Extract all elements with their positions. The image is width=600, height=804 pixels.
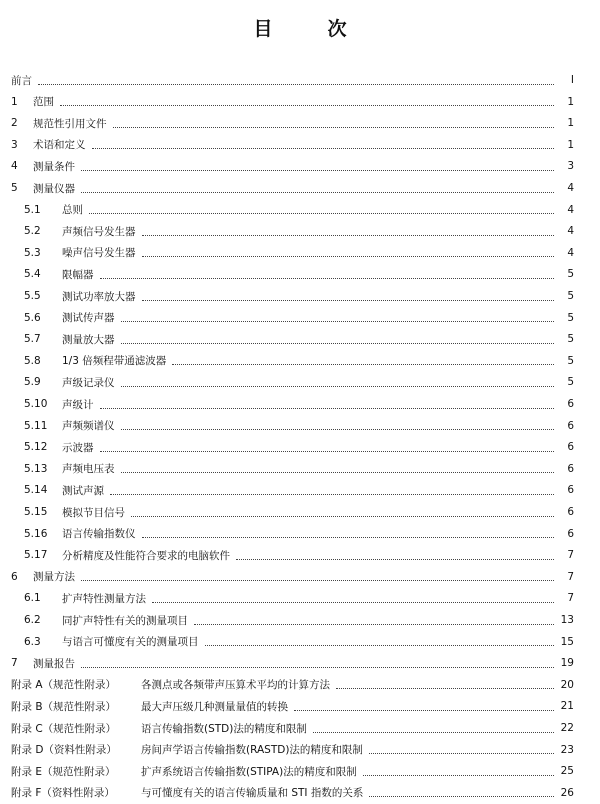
toc-entry-page: 5: [567, 376, 574, 389]
toc-entry-label: 扩声特性测量方法: [62, 592, 146, 605]
dot-leader: [100, 451, 555, 452]
toc-entry[interactable]: [0, 112, 600, 134]
toc-entry-page: 4: [567, 203, 574, 216]
dot-leader: [142, 235, 555, 236]
toc-entry[interactable]: [0, 220, 600, 242]
toc-entry-number: 附录 A（规范性附录）: [11, 679, 117, 692]
toc-entry-page: 6: [567, 506, 574, 518]
toc-entry-number: 5.10: [24, 398, 48, 410]
dot-leader: [121, 321, 555, 322]
dot-leader: [121, 386, 555, 387]
toc-entry[interactable]: [0, 177, 600, 199]
toc-entry[interactable]: [0, 242, 600, 264]
toc-entry[interactable]: [0, 479, 600, 501]
toc-entry-label: 测量仪器: [33, 182, 75, 195]
toc-entry-page: 3: [567, 160, 574, 173]
toc-entry[interactable]: [0, 544, 600, 566]
toc-entry-label: 声频信号发生器: [62, 225, 136, 238]
toc-entry-label: 房间声学语言传输指数(RASTD)法的精度和限制: [141, 744, 363, 757]
toc-entry[interactable]: [0, 199, 600, 221]
toc-entry[interactable]: [0, 609, 600, 631]
toc-entry-page: 23: [560, 743, 574, 756]
dot-leader: [81, 667, 554, 668]
toc-entry-label: 最大声压级几种测量量值的转换: [141, 700, 288, 713]
toc-entry-number: 2: [11, 117, 18, 130]
toc-entry-number: 5.5: [24, 290, 41, 302]
toc-entry[interactable]: [0, 69, 600, 91]
toc-entry-label: 测量条件: [33, 160, 75, 173]
toc-entry-page: 6: [567, 398, 574, 410]
toc-entry-page: 7: [567, 549, 574, 562]
toc-entry-page: 7: [567, 570, 574, 583]
toc-entry-page: 19: [560, 657, 574, 670]
toc-entry-number: 5.4: [24, 268, 41, 281]
toc-entry-label: 测试传声器: [62, 312, 115, 325]
toc-entry[interactable]: [0, 566, 600, 588]
toc-entry-page: 25: [560, 765, 574, 778]
toc-entry-label: 测试声源: [62, 484, 104, 497]
toc-entry[interactable]: [0, 393, 600, 415]
toc-entry-number: 5.9: [24, 376, 41, 389]
toc-entry-number: 5.7: [24, 333, 41, 346]
toc-entry-page: 22: [560, 722, 574, 734]
toc-entry-number: 5.2: [24, 225, 41, 238]
toc-entry[interactable]: [0, 307, 600, 329]
toc-entry[interactable]: [0, 631, 600, 653]
toc-entry-page: 5: [567, 333, 574, 346]
toc-entry-number: 5: [11, 182, 18, 194]
toc-entry-page: 4: [567, 225, 574, 238]
toc-entry-label: 测量放大器: [62, 333, 115, 346]
toc-entry-label: 各测点或各频带声压算术平均的计算方法: [141, 679, 330, 692]
toc-entry-page: 1: [567, 138, 574, 151]
toc-entry[interactable]: [0, 523, 600, 545]
toc-entry[interactable]: [0, 760, 600, 782]
dot-leader: [38, 84, 554, 85]
toc-entry-number: 3: [11, 138, 18, 151]
toc-entry[interactable]: [0, 652, 600, 674]
toc-entry-number: 5.14: [24, 484, 48, 497]
toc-entry-label: 与语言可懂度有关的测量项目: [62, 636, 199, 649]
toc-entry-label: 扩声系统语言传输指数(STIPA)法的精度和限制: [141, 765, 357, 778]
toc-entry-number: 1: [11, 95, 18, 108]
toc-entry-number: 6.2: [24, 614, 41, 626]
toc-entry[interactable]: [0, 739, 600, 761]
dot-leader: [100, 408, 555, 409]
toc-entry-number: 5.13: [24, 462, 48, 475]
toc-entry-label: 限幅器: [62, 268, 94, 281]
toc-entry[interactable]: [0, 717, 600, 739]
dot-leader: [142, 256, 555, 257]
toc-entry-page: 5: [567, 311, 574, 324]
toc-entry-number: 5.17: [24, 549, 48, 562]
toc-entry-label: 声频电压表: [62, 463, 115, 476]
toc-entry-page: Ⅰ: [570, 74, 574, 86]
toc-entry-label: 测量方法: [33, 571, 75, 584]
toc-entry-label: 声级计: [62, 398, 94, 411]
dot-leader: [89, 213, 554, 214]
toc-entry-number: 5.15: [24, 506, 48, 518]
toc-entry[interactable]: [0, 436, 600, 458]
dot-leader: [142, 300, 555, 301]
dot-leader: [110, 494, 554, 495]
toc-entry-label: 测试功率放大器: [62, 290, 136, 303]
dot-leader: [121, 429, 555, 430]
toc-entry-number: 附录 F（资料性附录）: [11, 787, 115, 800]
toc-entry-label: 声级记录仪: [62, 376, 115, 389]
toc-entry-label: 测量报告: [33, 657, 75, 670]
toc-entry[interactable]: [0, 263, 600, 285]
dot-leader: [60, 105, 554, 106]
toc-entry-page: 6: [567, 527, 574, 540]
toc-entry-page: 4: [567, 182, 574, 194]
toc-entry-number: 5.11: [24, 419, 48, 432]
toc-entry-label: 同扩声特性有关的测量项目: [62, 614, 188, 627]
toc-entry-number: 附录 B（规范性附录）: [11, 700, 117, 713]
toc-entry-page: 13: [560, 614, 574, 626]
dot-leader: [294, 710, 554, 711]
toc-entry-number: 附录 C（规范性附录）: [11, 722, 117, 735]
toc-entry-number: 6.1: [24, 592, 41, 605]
toc-entry-label: 规范性引用文件: [33, 117, 107, 130]
toc-entry-label: 1/3 倍频程带通滤波器: [62, 355, 167, 368]
toc-entry[interactable]: [0, 695, 600, 717]
toc-entry[interactable]: [0, 285, 600, 307]
toc-entry-label: 声频频谱仪: [62, 420, 115, 433]
dot-leader: [142, 537, 555, 538]
toc-entry-label: 范围: [33, 96, 54, 109]
toc-entry-page: 20: [560, 678, 574, 691]
toc-entry-label: 噪声信号发生器: [62, 247, 136, 260]
toc-entry-number: 7: [11, 657, 18, 670]
toc-entry-label: 与可懂度有关的语言传输质量和 STI 指数的关系: [141, 787, 364, 800]
toc-entry-page: 5: [567, 354, 574, 367]
toc-entry[interactable]: [0, 501, 600, 523]
dot-leader: [81, 580, 554, 581]
page-title: 目 次: [253, 18, 365, 40]
toc-entry-page: 7: [567, 592, 574, 605]
dot-leader: [121, 472, 555, 473]
toc-entry-number: 6.3: [24, 635, 41, 648]
toc-entry-page: 6: [567, 441, 574, 454]
dot-leader: [121, 343, 555, 344]
toc-entry-number: 附录 D（资料性附录）: [11, 744, 117, 757]
toc-entry-number: 4: [11, 160, 18, 173]
toc-entry-label: 总则: [62, 204, 83, 217]
toc-entry-page: 1: [567, 95, 574, 108]
toc-entry-number: 6: [11, 570, 18, 583]
toc-entry-number: 5.6: [24, 311, 41, 324]
dot-leader: [194, 624, 554, 625]
toc-entry-number: 5.3: [24, 246, 41, 259]
dot-leader: [152, 602, 554, 603]
toc-entry-label: 前言: [11, 74, 32, 87]
dot-leader: [81, 170, 554, 171]
toc-entry-page: 6: [567, 484, 574, 497]
dot-leader: [100, 278, 555, 279]
toc-entry-label: 模拟节目信号: [62, 506, 125, 519]
dot-leader: [313, 732, 554, 733]
toc-entry[interactable]: [0, 458, 600, 480]
toc-entry-page: 26: [560, 786, 574, 799]
toc-entry[interactable]: [0, 371, 600, 393]
toc-entry[interactable]: [0, 134, 600, 156]
toc-entry-number: 5.12: [24, 441, 48, 454]
dot-leader: [172, 364, 554, 365]
toc-entry-label: 分析精度及性能符合要求的电脑软件: [62, 549, 230, 562]
toc-entry[interactable]: [0, 350, 600, 372]
toc-entry-page: 15: [560, 635, 574, 648]
toc-entry[interactable]: [0, 155, 600, 177]
toc-entry-number: 5.16: [24, 527, 48, 540]
toc-entry-label: 语言传输指数(STD)法的精度和限制: [141, 722, 307, 735]
toc-entry-number: 5.1: [24, 203, 41, 216]
dot-leader: [205, 645, 555, 646]
toc-entry-label: 示波器: [62, 441, 94, 454]
toc-entry-page: 1: [567, 117, 574, 130]
toc-entry[interactable]: [0, 91, 600, 113]
dot-leader: [81, 192, 554, 193]
toc-entry-page: 6: [567, 419, 574, 432]
toc-entry-number: 附录 E（规范性附录）: [11, 765, 116, 778]
toc-entry-number: 5.8: [24, 354, 41, 367]
toc-entry-page: 5: [567, 268, 574, 281]
toc-entry[interactable]: [0, 328, 600, 350]
toc-entry-page: 4: [567, 246, 574, 259]
toc-entry[interactable]: [0, 587, 600, 609]
dot-leader: [369, 796, 554, 797]
toc-entry[interactable]: [0, 782, 600, 804]
dot-leader: [363, 775, 554, 776]
dot-leader: [369, 753, 554, 754]
toc-entry-page: 5: [567, 290, 574, 302]
dot-leader: [336, 688, 554, 689]
dot-leader: [92, 148, 555, 149]
toc-entry-label: 术语和定义: [33, 139, 86, 152]
dot-leader: [113, 127, 555, 128]
toc-entry-label: 语言传输指数仪: [62, 528, 136, 541]
toc-entry[interactable]: [0, 674, 600, 696]
toc-entry-page: 21: [560, 700, 574, 713]
toc-entry-page: 6: [567, 462, 574, 475]
toc-entry[interactable]: [0, 415, 600, 437]
dot-leader: [131, 516, 554, 517]
dot-leader: [236, 559, 554, 560]
